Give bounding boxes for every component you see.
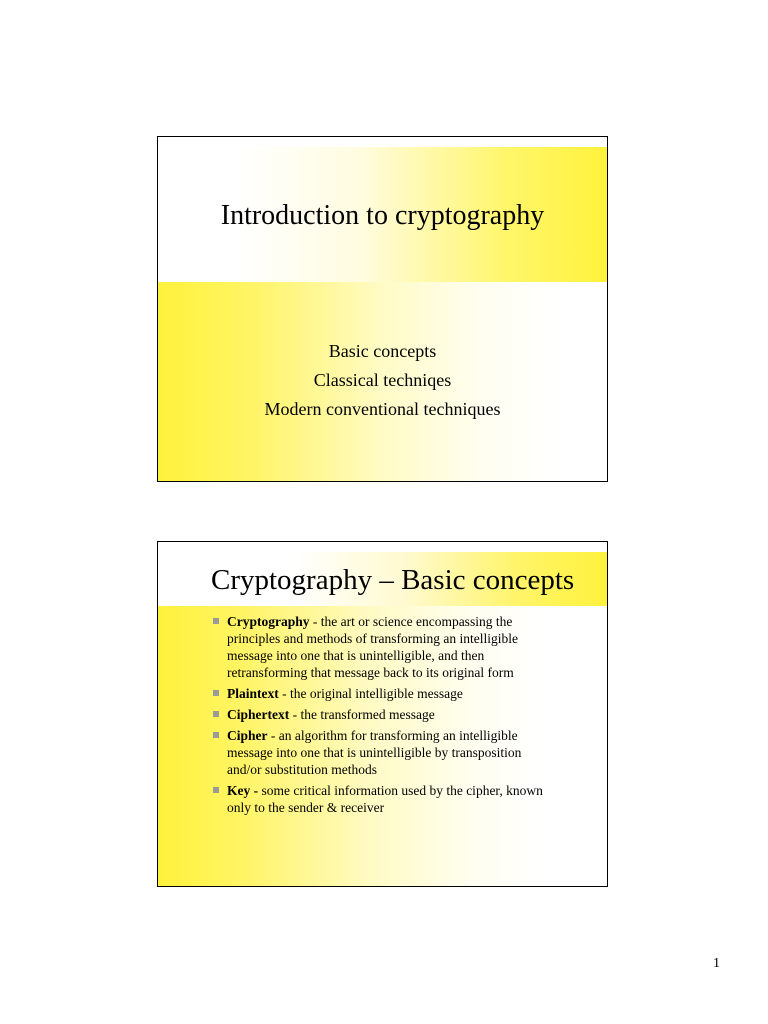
- slide-title: Introduction to cryptography: [220, 200, 545, 231]
- subtitle-modern-techniques: Modern conventional techniques: [264, 399, 501, 419]
- bullet-definition: some critical information used by the cipher, known only to the sender & receiver: [227, 783, 543, 815]
- square-bullet-icon: [213, 787, 219, 793]
- square-bullet-icon: [213, 618, 219, 624]
- square-bullet-icon: [213, 711, 219, 717]
- bullet-item: [210, 706, 546, 723]
- bullet-term: Key -: [227, 783, 259, 798]
- slide-introduction: [157, 136, 608, 482]
- page-number: 1: [713, 956, 720, 971]
- bullet-definition: - the original intelligible message: [278, 686, 463, 701]
- bullet-term: Plaintext: [227, 686, 279, 701]
- bullet-term: Ciphertext: [227, 707, 290, 722]
- bullet-item: [210, 782, 546, 816]
- slide-title: Cryptography – Basic concepts: [211, 564, 575, 596]
- bullet-term: Cipher: [227, 728, 268, 743]
- subtitle-classical-techniques: Classical techniqes: [313, 370, 452, 390]
- bullet-item: [210, 727, 546, 778]
- bullet-definition: - the transformed message: [289, 707, 435, 722]
- square-bullet-icon: [213, 732, 219, 738]
- slide-basic-concepts: [157, 541, 608, 887]
- bullet-definition: - the art or science encompassing the principles and methods of transforming an intelligible message into one that is unintelligible, and then retransforming that message back to its original form: [227, 614, 518, 680]
- bullet-item: [210, 613, 546, 681]
- bullet-list: [210, 613, 546, 820]
- subtitle-basic-concepts: Basic concepts: [328, 341, 437, 361]
- bullet-term: Cryptography: [227, 614, 310, 629]
- bullet-definition: - an algorithm for transforming an intelligible message into one that is unintelligible by transposition and/or substitution methods: [227, 728, 522, 777]
- square-bullet-icon: [213, 690, 219, 696]
- bullet-item: [210, 685, 546, 702]
